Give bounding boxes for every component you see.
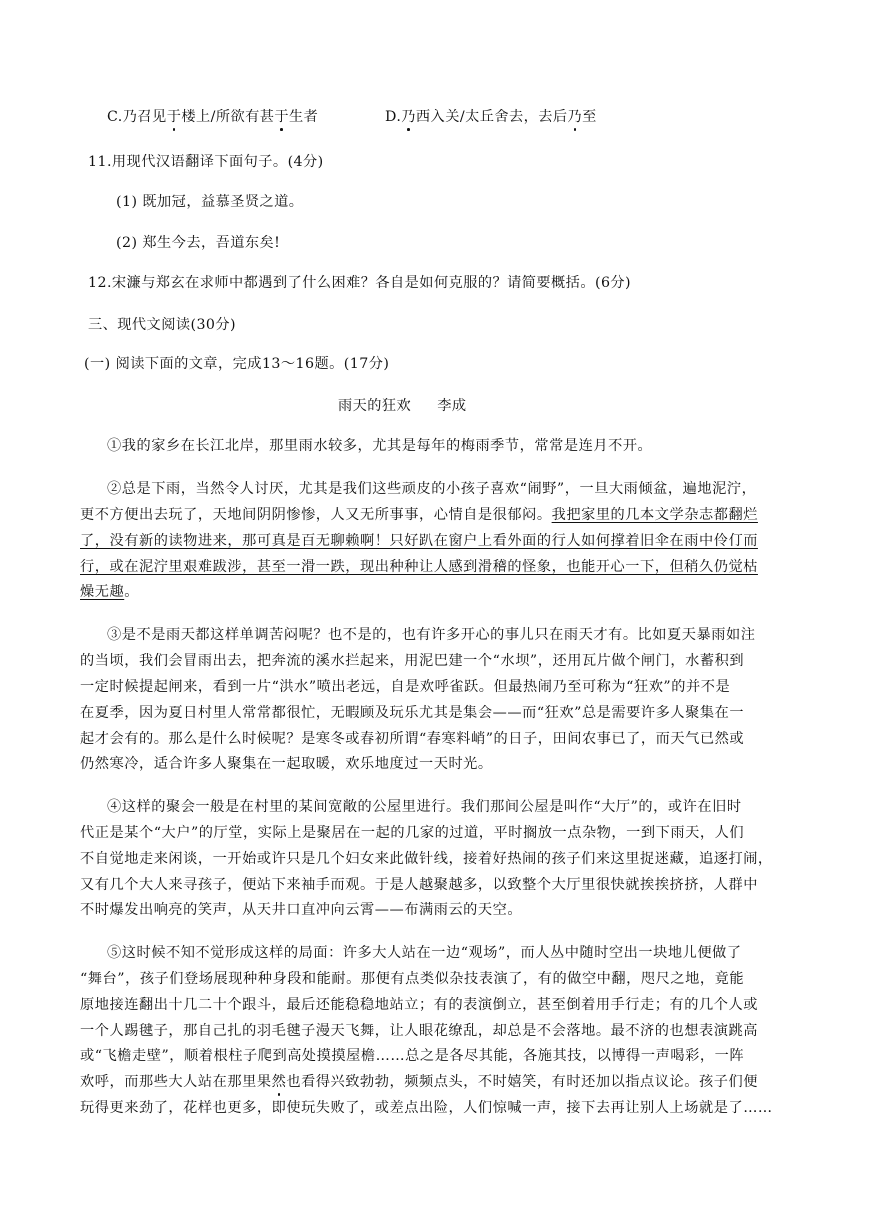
article-title: [338, 395, 466, 415]
question-11: 11.用现代汉语翻译下面句子。(4分): [88, 154, 324, 170]
question-11-sentence-2: (2) 郑生今去，吾道东矣!: [116, 235, 281, 251]
paragraph-line: 不时爆发出响亮的笑声，从天井口直冲向云霄——布满雨云的天空。: [80, 902, 523, 918]
article-title-text: 雨天的狂欢: [338, 398, 412, 414]
paragraph-line: 起才会有的。那么是什么时候呢？是寒冬或春初所谓“春寒料峭”的日子，田间农事已了，而天气已然或: [80, 731, 745, 747]
paragraph-line: ⑤这时候不知不觉形成这样的局面：许多大人站在一边“观场”，而人丛中随时空出一块地儿便做了: [107, 945, 742, 961]
underlined-text: 我把家里的几本文学杂志都翻烂: [551, 507, 758, 523]
option-d-label: D.: [385, 109, 402, 125]
emphasis-dot-char: 乃: [401, 106, 416, 126]
emphasis-dot-char: 于: [167, 106, 182, 126]
article-author: 李成: [437, 398, 467, 414]
emphasis-dot-char: 于: [274, 106, 289, 126]
paragraph-line: 燥无趣。: [80, 584, 139, 600]
underlined-line: 了，没有新的读物进来，那可真是百无聊赖啊！只好趴在窗户上看外面的行人如何撑着旧伞在雨中伶仃而: [80, 533, 758, 549]
paragraph-line: ①我的家乡在长江北岸，那里雨水较多，尤其是每年的梅雨季节，常常是连月不开。: [107, 438, 653, 454]
paragraph-line: ④这样的聚会一般是在村里的某间宽敞的公屋里进行。我们那间公屋是叫作“大厅”的，或许在旧时: [107, 799, 742, 815]
question-11-sentence-1: (1) 既加冠，益慕圣贤之道。: [116, 194, 304, 210]
paragraph-line: 一个人踢毽子，那自己扎的羽毛毽子漫天飞舞，让人眼花缭乱，却总是不会落地。最不济的也想表演跳高: [80, 1023, 758, 1039]
paragraph-line: 代正是某个“大户”的厅堂，实际上是聚居在一起的几家的过道，平时搁放一点杂物，一到下雨天，人们: [80, 825, 745, 841]
paragraph-line: 不自觉地走来闲谈，一开始或许只是几个妇女来此做针线，接着好热闹的孩子们来这里捉迷藏，追逐打闹，: [80, 851, 773, 867]
paragraph-line: 玩得更来劲了，花样也更多，即使玩失败了，或差点出险，人们惊喊一声，接下去再让别人上场就是了……: [80, 1100, 773, 1116]
emphasis-dot-char: 然: [272, 1071, 287, 1091]
underlined-line: 行，或在泥泞里艰难跋涉，甚至一滑一跌，现出种种让人感到滑稽的怪象，也能开心一下，但稍久仍觉枯: [80, 559, 758, 575]
section-heading: 三、现代文阅读(30分): [88, 317, 237, 333]
paragraph-line: ②总是下雨，当然令人讨厌，尤其是我们这些顽皮的小孩子喜欢“闹野”，一旦大雨倾盆，遍地泥泞，: [107, 481, 757, 497]
paragraph-line: 的当顷，我们会冒雨出去，把奔流的溪水拦起来，用泥巴建一个“水坝”，还用瓦片做个闸门，水蓄积到: [80, 653, 745, 669]
emphasis-dot-char: 乃: [568, 106, 583, 126]
option-d: D.乃西入关/太丘舍去，去后乃至: [385, 106, 597, 126]
paragraph-line: 欢呼，而那些大人站在那里果然也看得兴致勃勃，频频点头，不时嬉笑，有时还加以指点议论。孩子们便: [80, 1071, 758, 1091]
paragraph-line: 更不方便出去玩了，天地间阴阴惨惨，人又无所事事，心情自是很郁闷。我把家里的几本文学杂志都翻烂: [80, 507, 758, 523]
paragraph-line: 在夏季，因为夏日村里人常常都很忙，无暇顾及玩乐尤其是集会——而“狂欢”总是需要许多人聚集在一: [80, 705, 745, 721]
paragraph-line: “舞台”，孩子们登场展现种种身段和能耐。那便有点类似杂技表演了，有的做空中翻，咫尺之地，竟能: [80, 971, 745, 987]
paragraph-line: 原地接连翻出十几二十个跟斗，最后还能稳稳地站立；有的表演倒立，甚至倒着用手行走；有的几个人或: [80, 997, 758, 1013]
paragraph-line: 仍然寒冷，适合许多人聚集在一起取暖，欢乐地度过一天时光。: [80, 756, 493, 772]
option-c-label: C.: [107, 109, 123, 125]
paragraph-line: 又有几个大人来寻孩子，便站下来袖手而观。于是人越聚越多，以致整个大厅里很快就挨挨挤挤，人群中: [80, 877, 758, 893]
underlined-text: 燥无趣: [80, 584, 125, 600]
paragraph-line: 或“飞檐走壁”，顺着根柱子爬到高处摸摸屋檐……总之是各尽其能，各施其技，以博得一声喝彩，一阵: [80, 1048, 745, 1064]
paragraph-line: 一定时候提起闸来，看到一片“洪水”喷出老远，自是欢呼雀跃。但最热闹乃至可称为“狂欢”的并不是: [80, 679, 731, 695]
question-12: 12.宋濂与郑玄在求师中都遇到了什么困难？各自是如何克服的？请简要概括。(6分): [88, 275, 632, 291]
reading-instructions: (一) 阅读下面的文章，完成13～16题。(17分): [84, 356, 390, 372]
paragraph-line: ③是不是雨天都这样单调苦闷呢？也不是的，也有许多开心的事儿只在雨天才有。比如夏天暴雨如注: [107, 627, 756, 643]
option-c: C.乃召见于楼上/所欲有甚于生者: [107, 106, 318, 126]
